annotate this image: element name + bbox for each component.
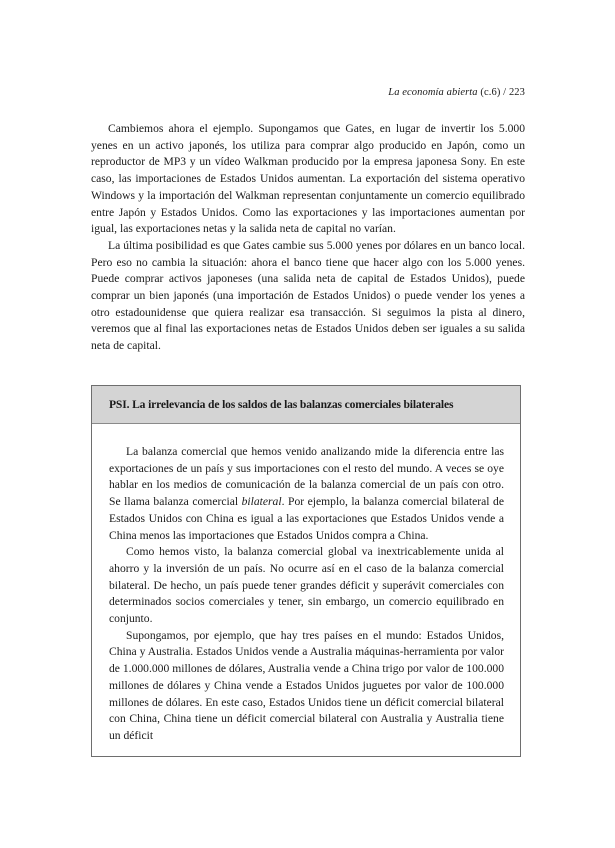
page-number: 223 xyxy=(508,87,525,98)
box-emphasis: bilateral xyxy=(241,495,282,509)
box-title: PSI. La irrelevancia de los saldos de las balanzas comerciales bilaterales xyxy=(92,386,520,424)
paragraph: Cambiemos ahora el ejemplo. Supongamos que Gates, en lugar de invertir los 5.000 yenes en un activo japonés, los utiliza para comprar algo producido en Japón, como un reproductor de MP3 y un vídeo Walkman producido por la empresa japonesa Sony. En este caso, las importaciones de Estados Unidos aumentan. La exportación del sistema operativo Windows y la importación del Walkman representan conjuntamente un comercio equilibrado entre Japón y Estados Unidos. Como las exportaciones y las importaciones aumentan por igual, las exportaciones netas y la salida neta de capital no varían. xyxy=(91,122,525,236)
box-paragraph: Supongamos, por ejemplo, que hay tres países en el mundo: Estados Unidos, China y Australia. Estados Unidos vende a Australia máquinas-herramienta por valor de 1.000.000 millones de dólares, Australia vende a China trigo por valor de 100.000 millones de dólares y China vende a Estados Unidos juguetes por valor de 100.000 millones de dólares. En este caso, Estados Unidos tiene un déficit comercial bilateral con China, China tiene un déficit comercial bilateral con Australia y Australia tiene un déficit xyxy=(109,628,504,742)
running-head xyxy=(388,87,525,98)
running-head-separator: / xyxy=(503,87,507,98)
main-text xyxy=(91,121,525,355)
box-paragraph: Como hemos visto, la balanza comercial global va inextricablemente unida al ahorro y la inversión de un país. No ocurre así en el caso de la balanza comercial bilateral. De hecho, un país puede tener grandes déficit y superávit comerciales con determinados socios comerciales y tener, sin embargo, un comercio equilibrado en conjunto. xyxy=(109,545,504,626)
box-text: La balanza comercial que hemos venido analizando mide la diferencia entre las exportaciones de un país y sus importaciones con el resto del mundo. A veces se oye hablar en los medios de comunicación de la balanza comercial de un país con otro. Se llama balanza comercial xyxy=(109,445,504,509)
box-text: . Por ejemplo, la balanza comercial bilateral de Estados Unidos con China es igual a las exportaciones que Estados Unidos vende a China menos las importaciones que Estados Unidos compra a China. xyxy=(109,495,504,542)
sidebar-box xyxy=(91,385,521,757)
box-body xyxy=(92,424,520,745)
paragraph: La última posibilidad es que Gates cambie sus 5.000 yenes por dólares en un banco local. Pero eso no cambia la situación: ahora el banco tiene que hacer algo con los 5.000 yenes. Puede comprar activos japoneses (una salida neta de capital de Estados Unidos), puede comprar un bien japonés (una importación de Estados Unidos) o puede vender los yenes a otro estadounidense que quiera realizar esa transacción. Si seguimos la pista al dinero, veremos que al final las exportaciones netas de Estados Unidos deben ser iguales a su salida neta de capital. xyxy=(91,238,525,353)
running-head-title: La economía abierta xyxy=(388,87,478,98)
box-paragraph xyxy=(109,444,504,544)
running-head-chapter: (c.6) xyxy=(480,87,501,98)
